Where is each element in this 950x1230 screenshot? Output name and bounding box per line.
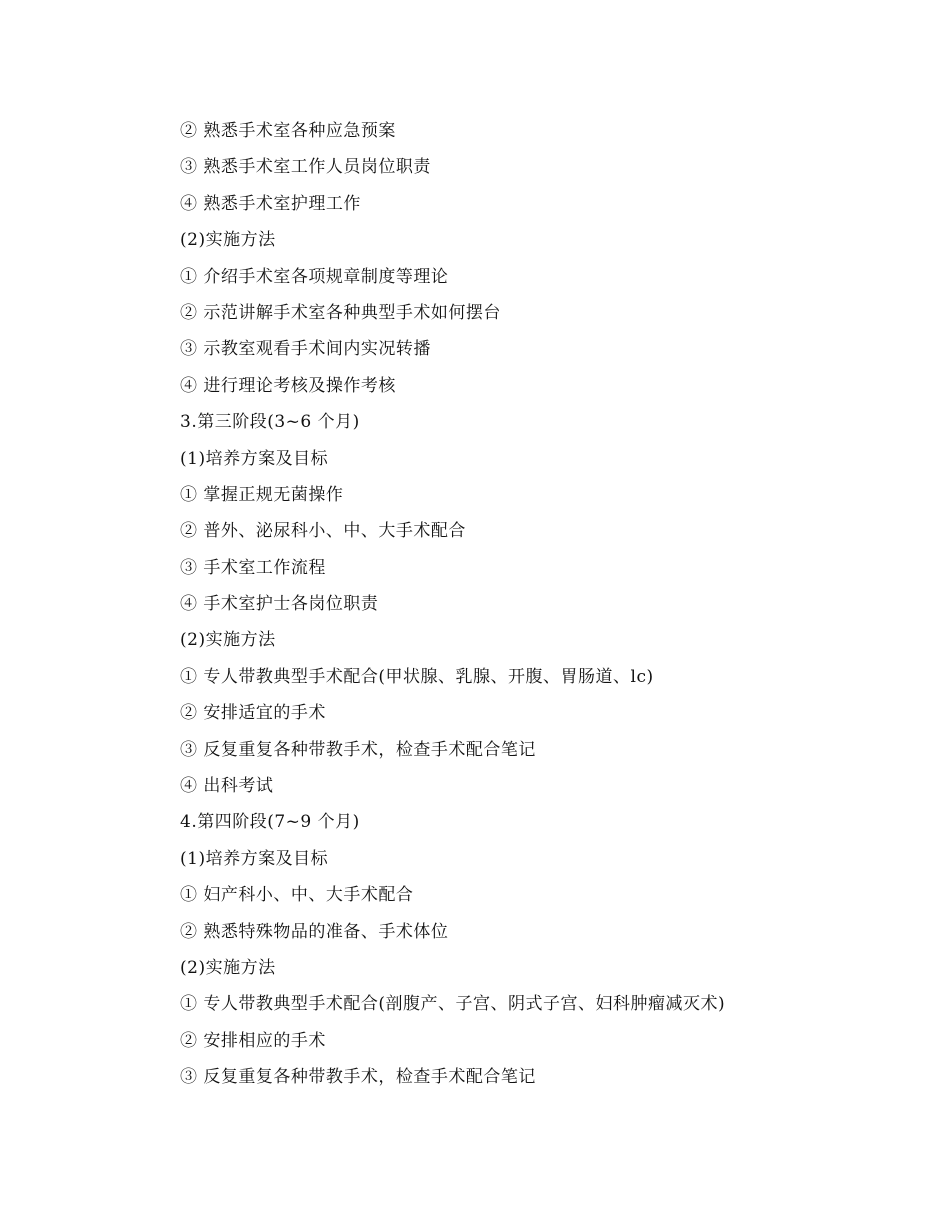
text-line: ② 安排适宜的手术: [180, 703, 326, 724]
text-line: ① 掌握正规无菌操作: [180, 484, 344, 505]
text-line: ③ 反复重复各种带教手术，检查手术配合笔记: [180, 739, 536, 760]
text-line: ① 介绍手术室各项规章制度等理论: [180, 266, 449, 287]
text-line: ③ 反复重复各种带教手术，检查手术配合笔记: [180, 1067, 536, 1088]
section-heading: (2)实施方法: [180, 957, 276, 978]
stage-heading: 3.第三阶段(3~6 个月): [180, 412, 360, 433]
text-line: ① 专人带教典型手术配合(甲状腺、乳腺、开腹、胃肠道、lc): [180, 666, 654, 687]
section-heading: (1)培养方案及目标: [180, 448, 329, 469]
text-line: ④ 进行理论考核及操作考核: [180, 375, 396, 396]
text-line: ② 普外、泌尿科小、中、大手术配合: [180, 521, 466, 542]
stage-heading: 4.第四阶段(7~9 个月): [180, 812, 360, 833]
text-line: ② 示范讲解手术室各种典型手术如何摆台: [180, 302, 501, 323]
text-line: ③ 熟悉手术室工作人员岗位职责: [180, 157, 431, 178]
text-line: ③ 示教室观看手术间内实况转播: [180, 339, 431, 360]
text-line: ④ 出科考试: [180, 776, 274, 797]
text-line: ② 熟悉特殊物品的准备、手术体位: [180, 921, 449, 942]
text-line: ④ 手术室护士各岗位职责: [180, 594, 379, 615]
text-line: ① 专人带教典型手术配合(剖腹产、子宫、阴式子宫、妇科肿瘤减灭术): [180, 994, 726, 1015]
text-line: ② 安排相应的手术: [180, 1030, 326, 1051]
section-heading: (2)实施方法: [180, 630, 276, 651]
section-heading: (2)实施方法: [180, 230, 276, 251]
section-heading: (1)培养方案及目标: [180, 848, 329, 869]
text-line: ④ 熟悉手术室护理工作: [180, 193, 361, 214]
text-line: ① 妇产科小、中、大手术配合: [180, 885, 414, 906]
document-body: [180, 113, 725, 1096]
text-line: ③ 手术室工作流程: [180, 557, 326, 578]
text-line: ② 熟悉手术室各种应急预案: [180, 121, 396, 141]
